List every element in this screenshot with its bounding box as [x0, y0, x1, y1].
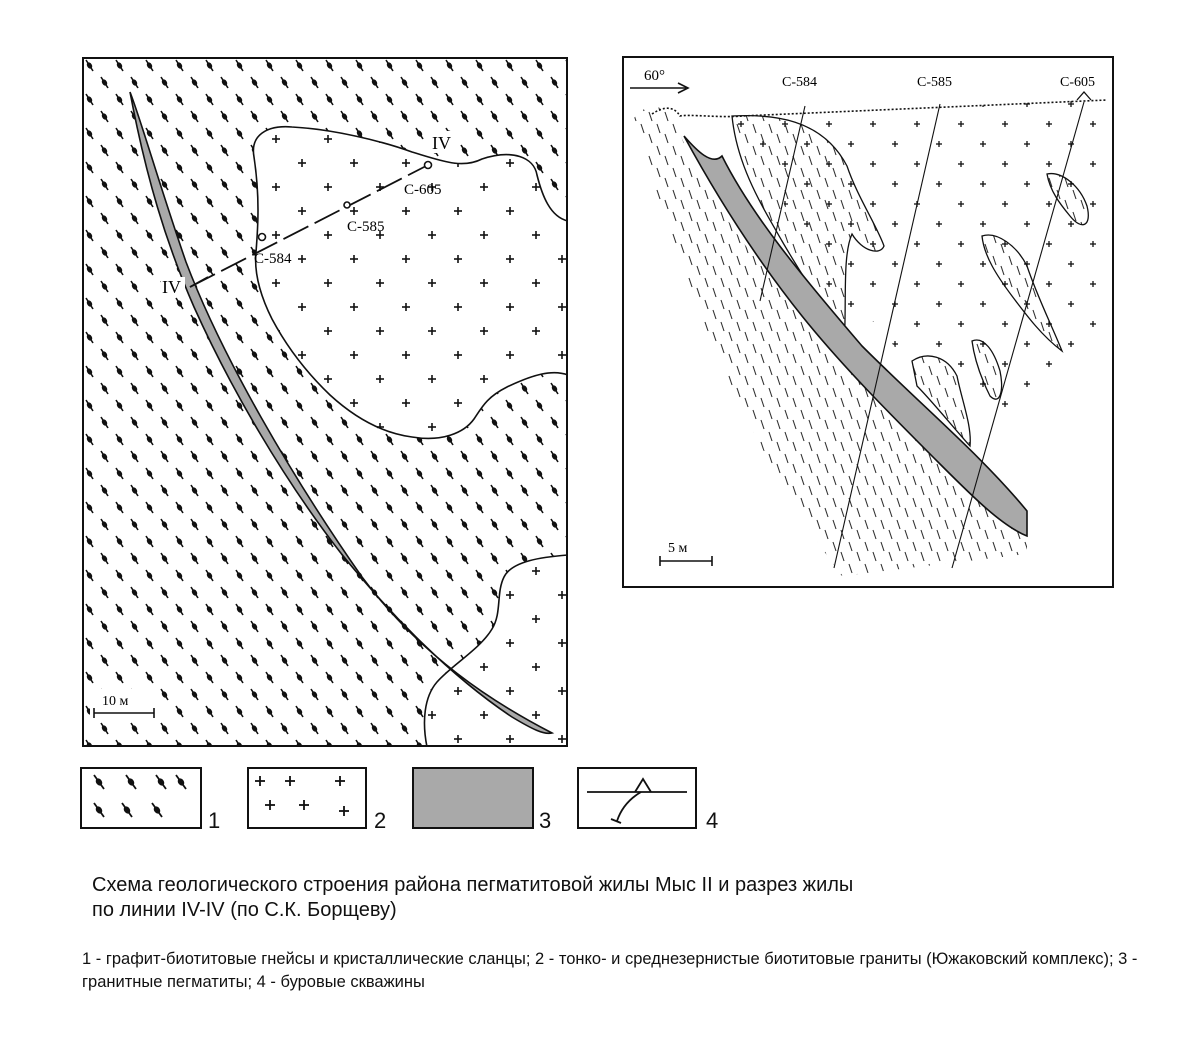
section-well-c605-label: С-605 [1060, 75, 1095, 90]
well-c605-marker [425, 162, 432, 169]
section-scale-label: 5 м [668, 541, 688, 556]
map-scale-label: 10 м [102, 694, 129, 709]
section-well-c585-label: С-585 [917, 75, 952, 90]
legend-number-1: 1 [208, 808, 221, 833]
legend-item-pegmatite-box [412, 767, 534, 829]
legend-item-granite-box [247, 767, 367, 829]
section-svg [622, 56, 1114, 588]
well-c584-marker [259, 234, 266, 241]
section-line-label-start: IV [162, 277, 181, 297]
well-c584-label: С-584 [254, 251, 292, 267]
dip-angle-label: 60° [644, 68, 665, 84]
legend-item-gneiss-box [80, 767, 202, 829]
well-c585-marker [344, 202, 350, 208]
map-svg [82, 57, 568, 747]
legend-item-borehole-box [577, 767, 697, 829]
geologic-map [82, 57, 568, 747]
section-well-c584-label: С-584 [782, 75, 817, 90]
legend-number-2: 2 [374, 808, 387, 833]
vein-cross-section [622, 56, 1114, 588]
figure-caption-legend: 1 - графит-биотитовые гнейсы и кристаллические сланцы; 2 - тонко- и среднезернистые биотитовые граниты (Южаковский комплекс); 3 - гранитные пегматиты; 4 - буровые скважины [82, 950, 1138, 991]
section-line-label-end: IV [432, 133, 451, 153]
borehole-c605-marker [1077, 92, 1091, 100]
legend-number-3: 3 [539, 808, 552, 833]
well-c605-label: С-605 [404, 182, 442, 198]
figure-caption-title: Схема геологического строения района пегматитовой жилы Мыс II и разрез жилы по линии IV-IV (по С.К. Борщеву) [92, 874, 854, 921]
legend-number-4: 4 [706, 808, 719, 833]
well-c585-label: С-585 [347, 219, 385, 235]
